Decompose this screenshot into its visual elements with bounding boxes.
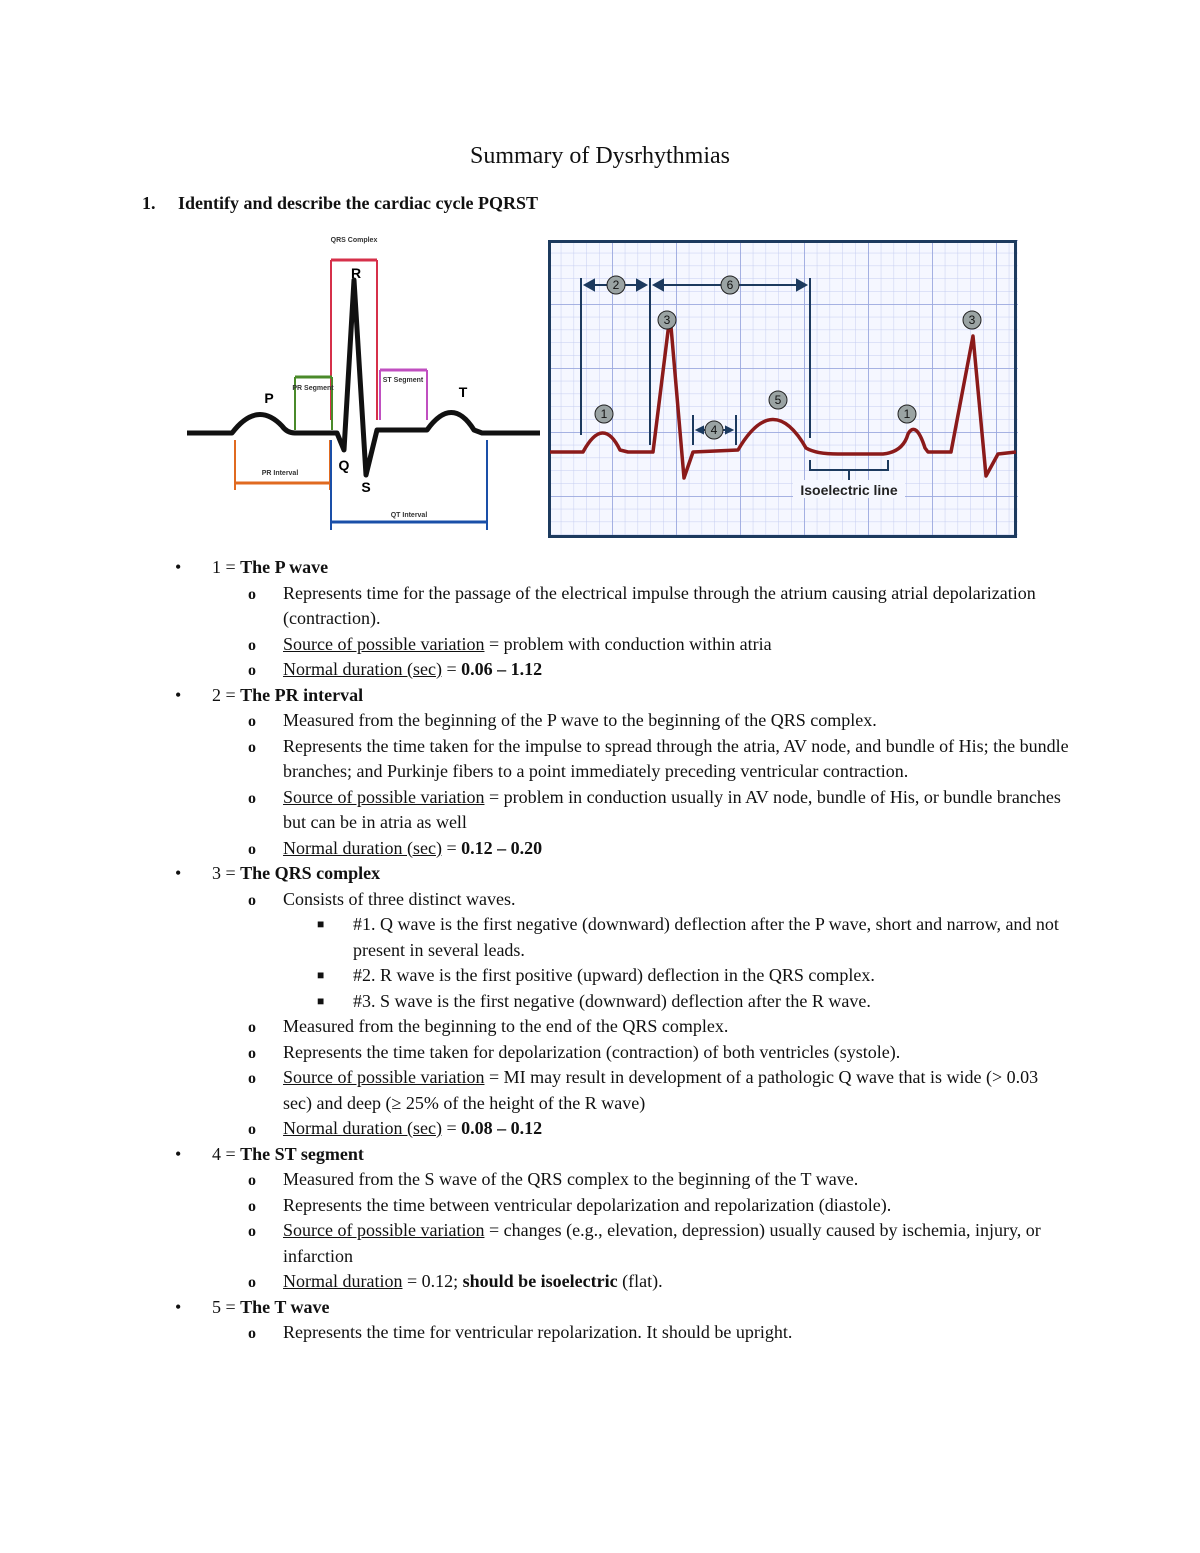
- circle-bullet-icon: o: [248, 840, 256, 858]
- item-text: Measured from the beginning to the end of the QRS complex.: [283, 1016, 729, 1036]
- circle-bullet-icon: o: [248, 1172, 256, 1189]
- section-number: 1.: [142, 193, 156, 213]
- bullet-prefix: 4 =: [212, 1143, 241, 1164]
- list-item: [170, 887, 1070, 913]
- item-label: Source of possible variation: [283, 1067, 485, 1087]
- list-item: [170, 1269, 1070, 1295]
- st-segment-label: ST Segment: [382, 377, 424, 384]
- circle-bullet-icon: o: [248, 1274, 256, 1291]
- item-text: = problem with conduction within atria: [484, 633, 772, 654]
- list-item: [170, 708, 1070, 734]
- ecg-labeled-diagram: [182, 230, 542, 530]
- marker-1-label: 1: [600, 407, 608, 421]
- item-tail: (flat).: [617, 1271, 663, 1291]
- bullet-dot-icon: •: [175, 1143, 182, 1164]
- list-item: [170, 1116, 1070, 1142]
- circle-bullet-icon: o: [248, 636, 256, 654]
- list-item: [170, 1040, 1070, 1066]
- item-label: Normal duration (sec): [283, 659, 442, 679]
- list-item: [170, 1218, 1070, 1269]
- content-list: [170, 555, 1070, 1346]
- item-text: =: [441, 1118, 462, 1138]
- item-bold: 0.12 – 0.20: [461, 837, 543, 858]
- sub-list-item: [170, 912, 1070, 963]
- item-bold: should be isoelectric: [462, 1271, 618, 1291]
- item-text: Consists of three distinct waves.: [283, 888, 516, 909]
- marker-2-label: 2: [612, 278, 620, 292]
- t-label: T: [458, 384, 468, 400]
- circle-bullet-icon: o: [248, 1197, 256, 1215]
- circle-bullet-icon: o: [248, 891, 256, 909]
- item-text: Represents the time for ventricular repolarization. It should be upright.: [283, 1322, 793, 1342]
- list-item: [170, 734, 1070, 785]
- list-item: [170, 657, 1070, 683]
- qrs-complex-label: QRS Complex: [330, 237, 378, 244]
- circle-bullet-icon: o: [248, 1044, 256, 1062]
- item-text: =: [441, 659, 462, 679]
- marker-4-label: 4: [710, 423, 718, 437]
- bullet-prefix: 1 =: [212, 557, 241, 577]
- circle-bullet-icon: o: [248, 1223, 256, 1240]
- circle-bullet-icon: o: [248, 713, 256, 730]
- sub-list-item: [170, 989, 1070, 1015]
- item-text: #1. Q wave is the first negative (downward) deflection after the P wave, short and narrow, and not present in several leads.: [353, 914, 1059, 960]
- q-label: Q: [338, 457, 350, 473]
- bullet-title: The PR interval: [240, 684, 364, 705]
- item-label: Source of possible variation: [283, 1220, 485, 1240]
- circle-bullet-icon: o: [248, 662, 256, 679]
- section-text: Identify and describe the cardiac cycle PQRST: [178, 193, 538, 213]
- circle-bullet-icon: o: [248, 789, 256, 807]
- circle-bullet-icon: o: [248, 585, 256, 603]
- bullet-st-segment: [170, 1142, 1070, 1168]
- list-item: [170, 1320, 1070, 1346]
- pr-segment-label: PR Segment: [292, 385, 334, 392]
- bullet-p-wave: [170, 555, 1070, 581]
- item-text: = MI may result in development of a pathologic Q wave that is wide (> 0.03 sec) and deep (≥ 25% of the height of the R wave): [283, 1067, 1039, 1113]
- bullet-title: The T wave: [240, 1296, 330, 1317]
- bullet-t-wave: [170, 1295, 1070, 1321]
- item-text: =: [441, 837, 462, 858]
- item-text: = changes (e.g., elevation, depression) usually caused by ischemia, injury, or infarction: [283, 1220, 1041, 1266]
- item-text: Represents the time taken for the impulse to spread through the atria, AV node, and bundle of His; the bundle branches; and Purkinje fibers to a point immediately preceding ventricular contraction.: [283, 735, 1069, 781]
- r-label: R: [350, 265, 362, 281]
- list-item: [170, 1065, 1070, 1116]
- bullet-dot-icon: •: [175, 557, 182, 577]
- item-text: = problem in conduction usually in AV node, bundle of His, or bundle branches but can be in atria as well: [283, 786, 1061, 832]
- p-label: P: [264, 390, 274, 406]
- section-heading: [142, 193, 538, 214]
- item-text: Represents time for the passage of the electrical impulse through the atrium causing atrial depolarization (contraction).: [283, 582, 1036, 628]
- bullet-prefix: 3 =: [212, 863, 241, 883]
- pr-interval-label: PR Interval: [261, 470, 299, 477]
- bullet-prefix: 5 =: [212, 1296, 241, 1317]
- item-text: Measured from the S wave of the QRS complex to the beginning of the T wave.: [283, 1169, 859, 1189]
- bullet-pr-interval: [170, 683, 1070, 709]
- item-text: Represents the time taken for depolarization (contraction) of both ventricles (systole).: [283, 1041, 901, 1062]
- item-label: Source of possible variation: [283, 786, 485, 807]
- item-text: = 0.12;: [402, 1271, 463, 1291]
- list-item: [170, 1167, 1070, 1193]
- circle-bullet-icon: o: [248, 1121, 256, 1138]
- isoelectric-label: Isoelectric line: [800, 482, 898, 498]
- bullet-dot-icon: •: [175, 863, 182, 883]
- qt-interval-label: QT Interval: [390, 512, 428, 519]
- s-label: S: [361, 479, 371, 495]
- marker-3b-label: 3: [968, 313, 976, 327]
- marker-3-label: 3: [663, 313, 671, 327]
- page-title: Summary of Dysrhythmias: [470, 143, 730, 169]
- item-text: Measured from the beginning of the P wave to the beginning of the QRS complex.: [283, 710, 877, 730]
- item-label: Normal duration: [283, 1271, 403, 1291]
- marker-6-label: 6: [726, 278, 734, 292]
- item-label: Normal duration (sec): [283, 837, 442, 858]
- square-bullet-icon: ■: [317, 993, 325, 1008]
- ecg-grid-strip: [548, 240, 1018, 540]
- item-label: Normal duration (sec): [283, 1118, 442, 1138]
- item-text: Represents the time between ventricular depolarization and repolarization (diastole).: [283, 1194, 892, 1215]
- item-text: #3. S wave is the first negative (downward) deflection after the R wave.: [353, 990, 871, 1011]
- list-item: [170, 785, 1070, 836]
- marker-1b-label: 1: [903, 407, 911, 421]
- bullet-title: The P wave: [240, 557, 329, 577]
- square-bullet-icon: ■: [317, 968, 325, 982]
- list-item: [170, 1014, 1070, 1040]
- list-item: [170, 1193, 1070, 1219]
- list-item: [170, 632, 1070, 658]
- marker-5-label: 5: [774, 393, 782, 407]
- circle-bullet-icon: o: [248, 1325, 256, 1342]
- bullet-dot-icon: •: [175, 684, 182, 705]
- list-item: [170, 836, 1070, 862]
- circle-bullet-icon: o: [248, 1070, 256, 1087]
- item-bold: 0.08 – 0.12: [461, 1118, 543, 1138]
- bullet-title: The QRS complex: [240, 863, 381, 883]
- sub-list-item: [170, 963, 1070, 989]
- bullet-title: The ST segment: [240, 1143, 364, 1164]
- square-bullet-icon: ■: [317, 917, 325, 931]
- bullet-qrs-complex: [170, 861, 1070, 887]
- circle-bullet-icon: o: [248, 738, 256, 756]
- bullet-prefix: 2 =: [212, 684, 241, 705]
- bullet-dot-icon: •: [175, 1296, 182, 1317]
- circle-bullet-icon: o: [248, 1019, 256, 1036]
- item-bold: 0.06 – 1.12: [461, 659, 543, 679]
- item-text: #2. R wave is the first positive (upward) deflection in the QRS complex.: [353, 965, 875, 985]
- list-item: [170, 581, 1070, 632]
- item-label: Source of possible variation: [283, 633, 485, 654]
